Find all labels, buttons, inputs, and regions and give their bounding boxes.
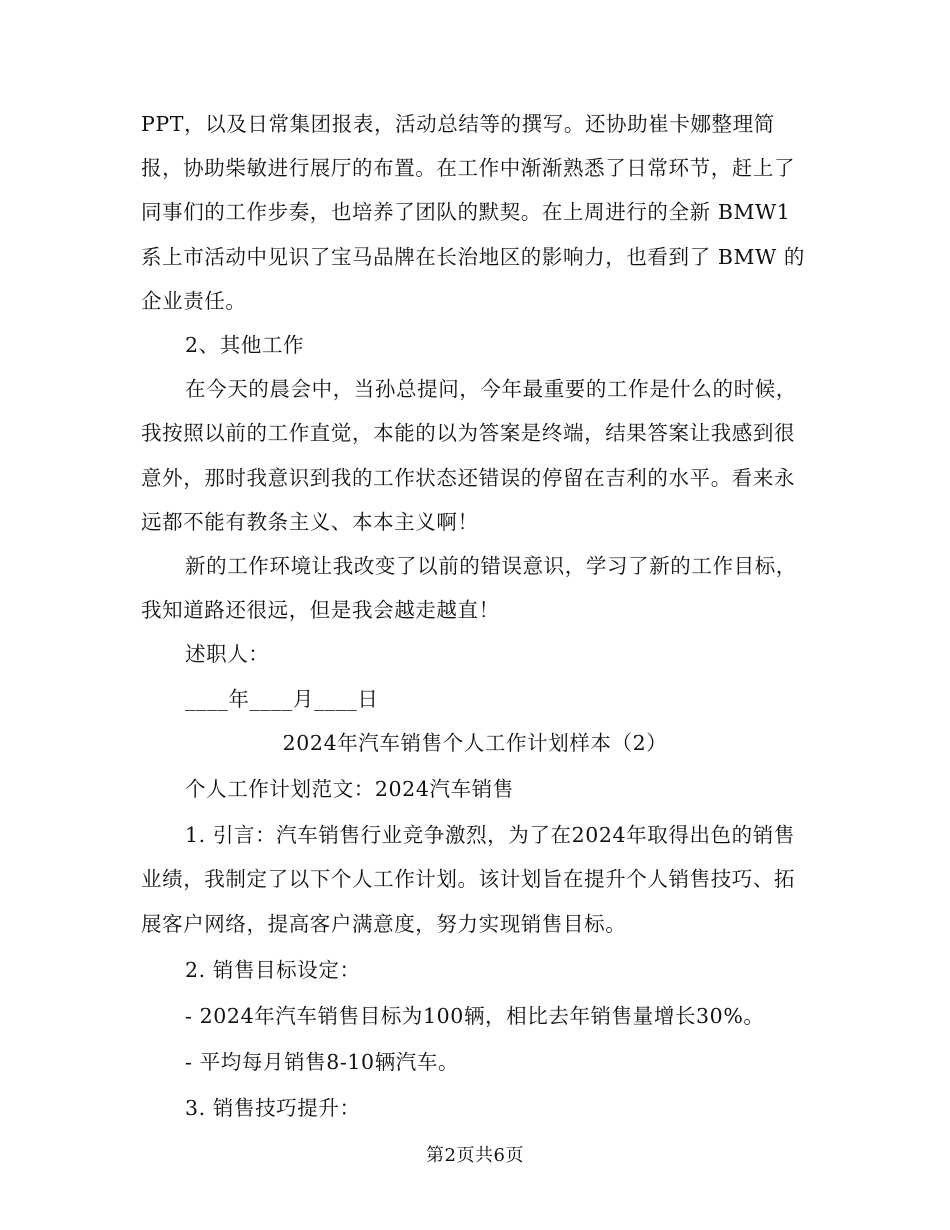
paragraph-morning-meeting: 在今天的晨会中，当孙总提问，今年最重要的工作是什么的时候，我按照以前的工作直觉，本能的以为答案是终端，结果答案让我感到很意外，那时我意识到我的工作状态还错误的停留在吉利的水平。看来永远都不能有教条主义、本本主义啊！ [141,377,797,534]
paragraph-new-environment: 新的工作环境让我改变了以前的错误意识，学习了新的工作目标，我知道路还很远，但是我会越走越直！ [141,554,797,623]
section-title: 2024年汽车销售个人工作计划样本（2） [282,730,668,755]
list-item-goal-2: - 平均每月销售8-10辆汽车。 [185,1050,460,1075]
subtitle: 个人工作计划范文：2024汽车销售 [185,777,514,802]
heading-sales-goal: 2. 销售目标设定： [185,957,361,982]
paragraph-intro: 1. 引言：汽车销售行业竞争激烈，为了在2024年取得出色的销售业绩，我制定了以下个人工作计划。该计划旨在提升个人销售技巧、拓展客户网络，提高客户满意度，努力实现销售目标。 [141,823,796,936]
paragraph-work-summary: PPT，以及日常集团报表，活动总结等的撰写。还协助崔卡娜整理简报，协助柴敏进行展厅的布置。在工作中渐渐熟悉了日常环节，赶上了同事们的工作步奏，也培养了团队的默契。在上周进行的全新 BMW1系上市活动中见识了宝马品牌在长治地区的影响力，也看到了 BMW 的企业责任。 [141,112,805,313]
signature-label: 述职人： [185,642,270,667]
heading-sales-skills: 3. 销售技巧提升： [185,1096,361,1121]
date-line: ____年____月____日 [185,686,379,711]
heading-other-work: 2、其他工作 [185,333,305,358]
document-body [141,102,809,1131]
page-footer: 第2页共6页 [426,1145,524,1166]
list-item-goal-1: - 2024年汽车销售目标为100辆，相比去年销售量增长30%。 [185,1004,765,1029]
